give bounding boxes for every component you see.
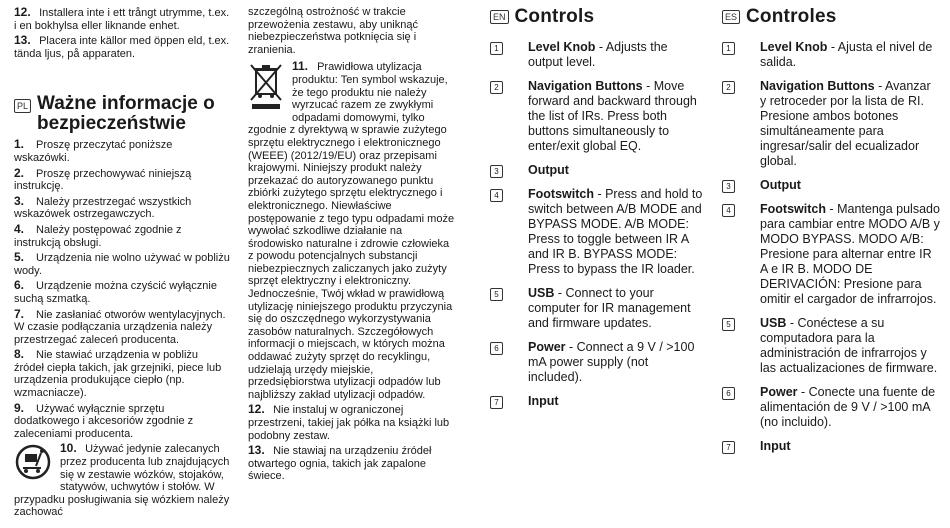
control-item: 6 Power - Conecte una fuente de alimentación de 9 V / >100 mA (no incluido). (722, 385, 940, 430)
list-item: 13. Placera inte källor med öppen eld, t.ex. tända ljus, på apparaten. (14, 33, 230, 60)
section-title: Ważne informacje o bezpieczeństwie (37, 93, 215, 135)
column-controls-en (490, 6, 704, 418)
column-safety-pl-continued (248, 6, 456, 485)
callout-number: 4 (722, 204, 735, 217)
section-header-pl (14, 94, 230, 134)
weee-crossed-bin-icon (248, 62, 284, 114)
control-item: 2 Navigation Buttons - Move forward and backward through the list of IRs. Press both buttons simultaneously to enter/exit global EQ. (490, 79, 704, 154)
list-item: 8. Nie stawiać urządzenia w pobliżu źródeł ciepła takich, jak grzejniki, piece lub urządzenia produkujące ciepło (np. wzmacniacze). (14, 347, 222, 400)
list-item: 2. Proszę przechowywać niniejszą instrukcję. (14, 165, 192, 193)
callout-number: 5 (490, 288, 503, 301)
list-item: 12. Installera inte i ett trångt utrymme, t.ex. i en bokhylsa eller liknande enhet. (14, 5, 230, 32)
language-badge: PL (14, 99, 31, 113)
callout-number: 3 (722, 180, 735, 193)
list-item: 10. Używać jedynie zalecanych przez producenta lub znajdujących się w zestawie wózków, stojaków, statywów, uchwytów i stołów. W przypadku posługiwania się wózkiem należy zachować (14, 441, 230, 519)
column-controls-es (722, 6, 940, 463)
callout-number: 2 (722, 81, 735, 94)
list-item: 13. Nie stawiaj na urządzeniu źródeł otwartego ognia, takich jak zapalone świece. (248, 443, 432, 483)
control-item: 3 Output (722, 178, 940, 193)
control-item: 4 Footswitch - Mantenga pulsado para cambiar entre MODO A/B y MODO BYPASS. MODO A/B: Presione para alternar entre IR A e IR B. MODO DE DERIVACIÓN: Presione para omitir el cargador de infrarrojos. (722, 202, 940, 307)
callout-number: 1 (490, 42, 503, 55)
control-item: 6 Power - Connect a 9 V / >100 mA power supply (not included). (490, 340, 704, 385)
section-title: Controls (514, 6, 595, 27)
control-item: 7 Input (490, 394, 704, 409)
callout-number: 6 (722, 387, 735, 400)
list-item: 3. Należy przestrzegać wszystkich wskazówek ostrzegawczych. (14, 193, 192, 221)
list-item: 11. Prawidłowa utylizacja produktu: Ten symbol wskazuje, że tego produktu nie należy wyrzucać razem ze zwykłymi odpadami domowymi, tylko zgodnie z dyrektywą w sprawie zużytego sprzętu elektrycznego i elektronicznego (WEEE) (2012/19/EU) oraz przepisami krajowymi. Niniejszy produkt należy przekazać do autoryzowanego punktu zbiórki zużytego sprzętu elektrycznego i elektronicznego. Niewłaściwe postępowanie z tego typu odpadami może wywołać szkodliwe działanie na środowisko naturalne i zdrowie człowieka z powodu potencjalnych substancji niebezpiecznych zaliczanych jako zużyty sprzęt elektryczny i elektroniczny. Jednocześnie, Twój wkład w prawidłową utylizację niniejszego produktu przyczynia się do oszczędnego wykorzystywania zasobów naturalnych. Szczegółowych informacji o miejscach, w których można oddawać zużyty sprzęt do recyklingu, udzielają urzędy miejskie, przedsiębiorstwa utylizacji odpadów lub najbliższy zakład utylizacji odpadów. (248, 59, 455, 401)
callout-number: 7 (490, 396, 503, 409)
list-item: 6. Urządzenie można czyścić wyłącznie suchą szmatką. (14, 278, 217, 305)
callout-number: 3 (490, 165, 503, 178)
list-item: 7. Nie zasłaniać otworów wentylacyjnych. W czasie podłączania urządzenia należy przestrzegać zaleceń producenta. (14, 306, 226, 346)
control-item: 1 Level Knob - Ajusta el nivel de salida. (722, 40, 940, 70)
control-item: 4 Footswitch - Press and hold to switch between A/B MODE and BYPASS MODE. A/B MODE: Press to toggle between IR A and IR B. BYPASS MODE: Press to bypass the IR loader. (490, 187, 704, 277)
callout-number: 4 (490, 189, 503, 202)
section-header-en (490, 6, 704, 28)
list-item: 5. Urządzenia nie wolno używać w pobliżu wody. (14, 250, 230, 277)
callout-number: 6 (490, 342, 503, 355)
control-item: 3 Output (490, 163, 704, 178)
list-item: 12. Nie instaluj w ograniczonej przestrzeni, takiej jak półka na książki lub podobny zestaw. (248, 402, 450, 442)
control-item: 5 USB - Conéctese a su computadora para la administración de infrarrojos y las actualizaciones de firmware. (722, 316, 940, 376)
paragraph: szczególną ostrożność w trakcie przewożenia zestawu, aby uniknąć niebezpieczeństwa potknięcia się i zranienia. (248, 6, 418, 56)
list-item: 4. Należy postępować zgodnie z instrukcją obsługi. (14, 221, 182, 249)
list-item: 1. Proszę przeczytać poniższe wskazówki. (14, 137, 173, 164)
control-item: 5 USB - Connect to your computer for IR management and firmware updates. (490, 286, 704, 331)
callout-number: 2 (490, 81, 503, 94)
column-safety-sv-pl (14, 6, 230, 521)
callout-number: 7 (722, 441, 735, 454)
callout-number: 1 (722, 42, 735, 55)
section-header-es (722, 6, 940, 28)
callout-number: 5 (722, 318, 735, 331)
language-badge: ES (722, 10, 740, 24)
control-item: 2 Navigation Buttons - Avanzar y retroceder por la lista de RI. Presione ambos botones simultáneamente para ingresar/salir del ecualizador global. (722, 79, 940, 169)
control-item: 7 Input (722, 439, 940, 454)
list-item: 9. Używać wyłącznie sprzętu dodatkowego i akcesoriów zgodnie z zaleceniami producenta. (14, 400, 194, 440)
section-title: Controles (746, 6, 837, 27)
cart-tip-over-warning-icon (14, 444, 52, 484)
language-badge: EN (490, 10, 509, 24)
control-item: 1 Level Knob - Adjusts the output level. (490, 40, 704, 70)
